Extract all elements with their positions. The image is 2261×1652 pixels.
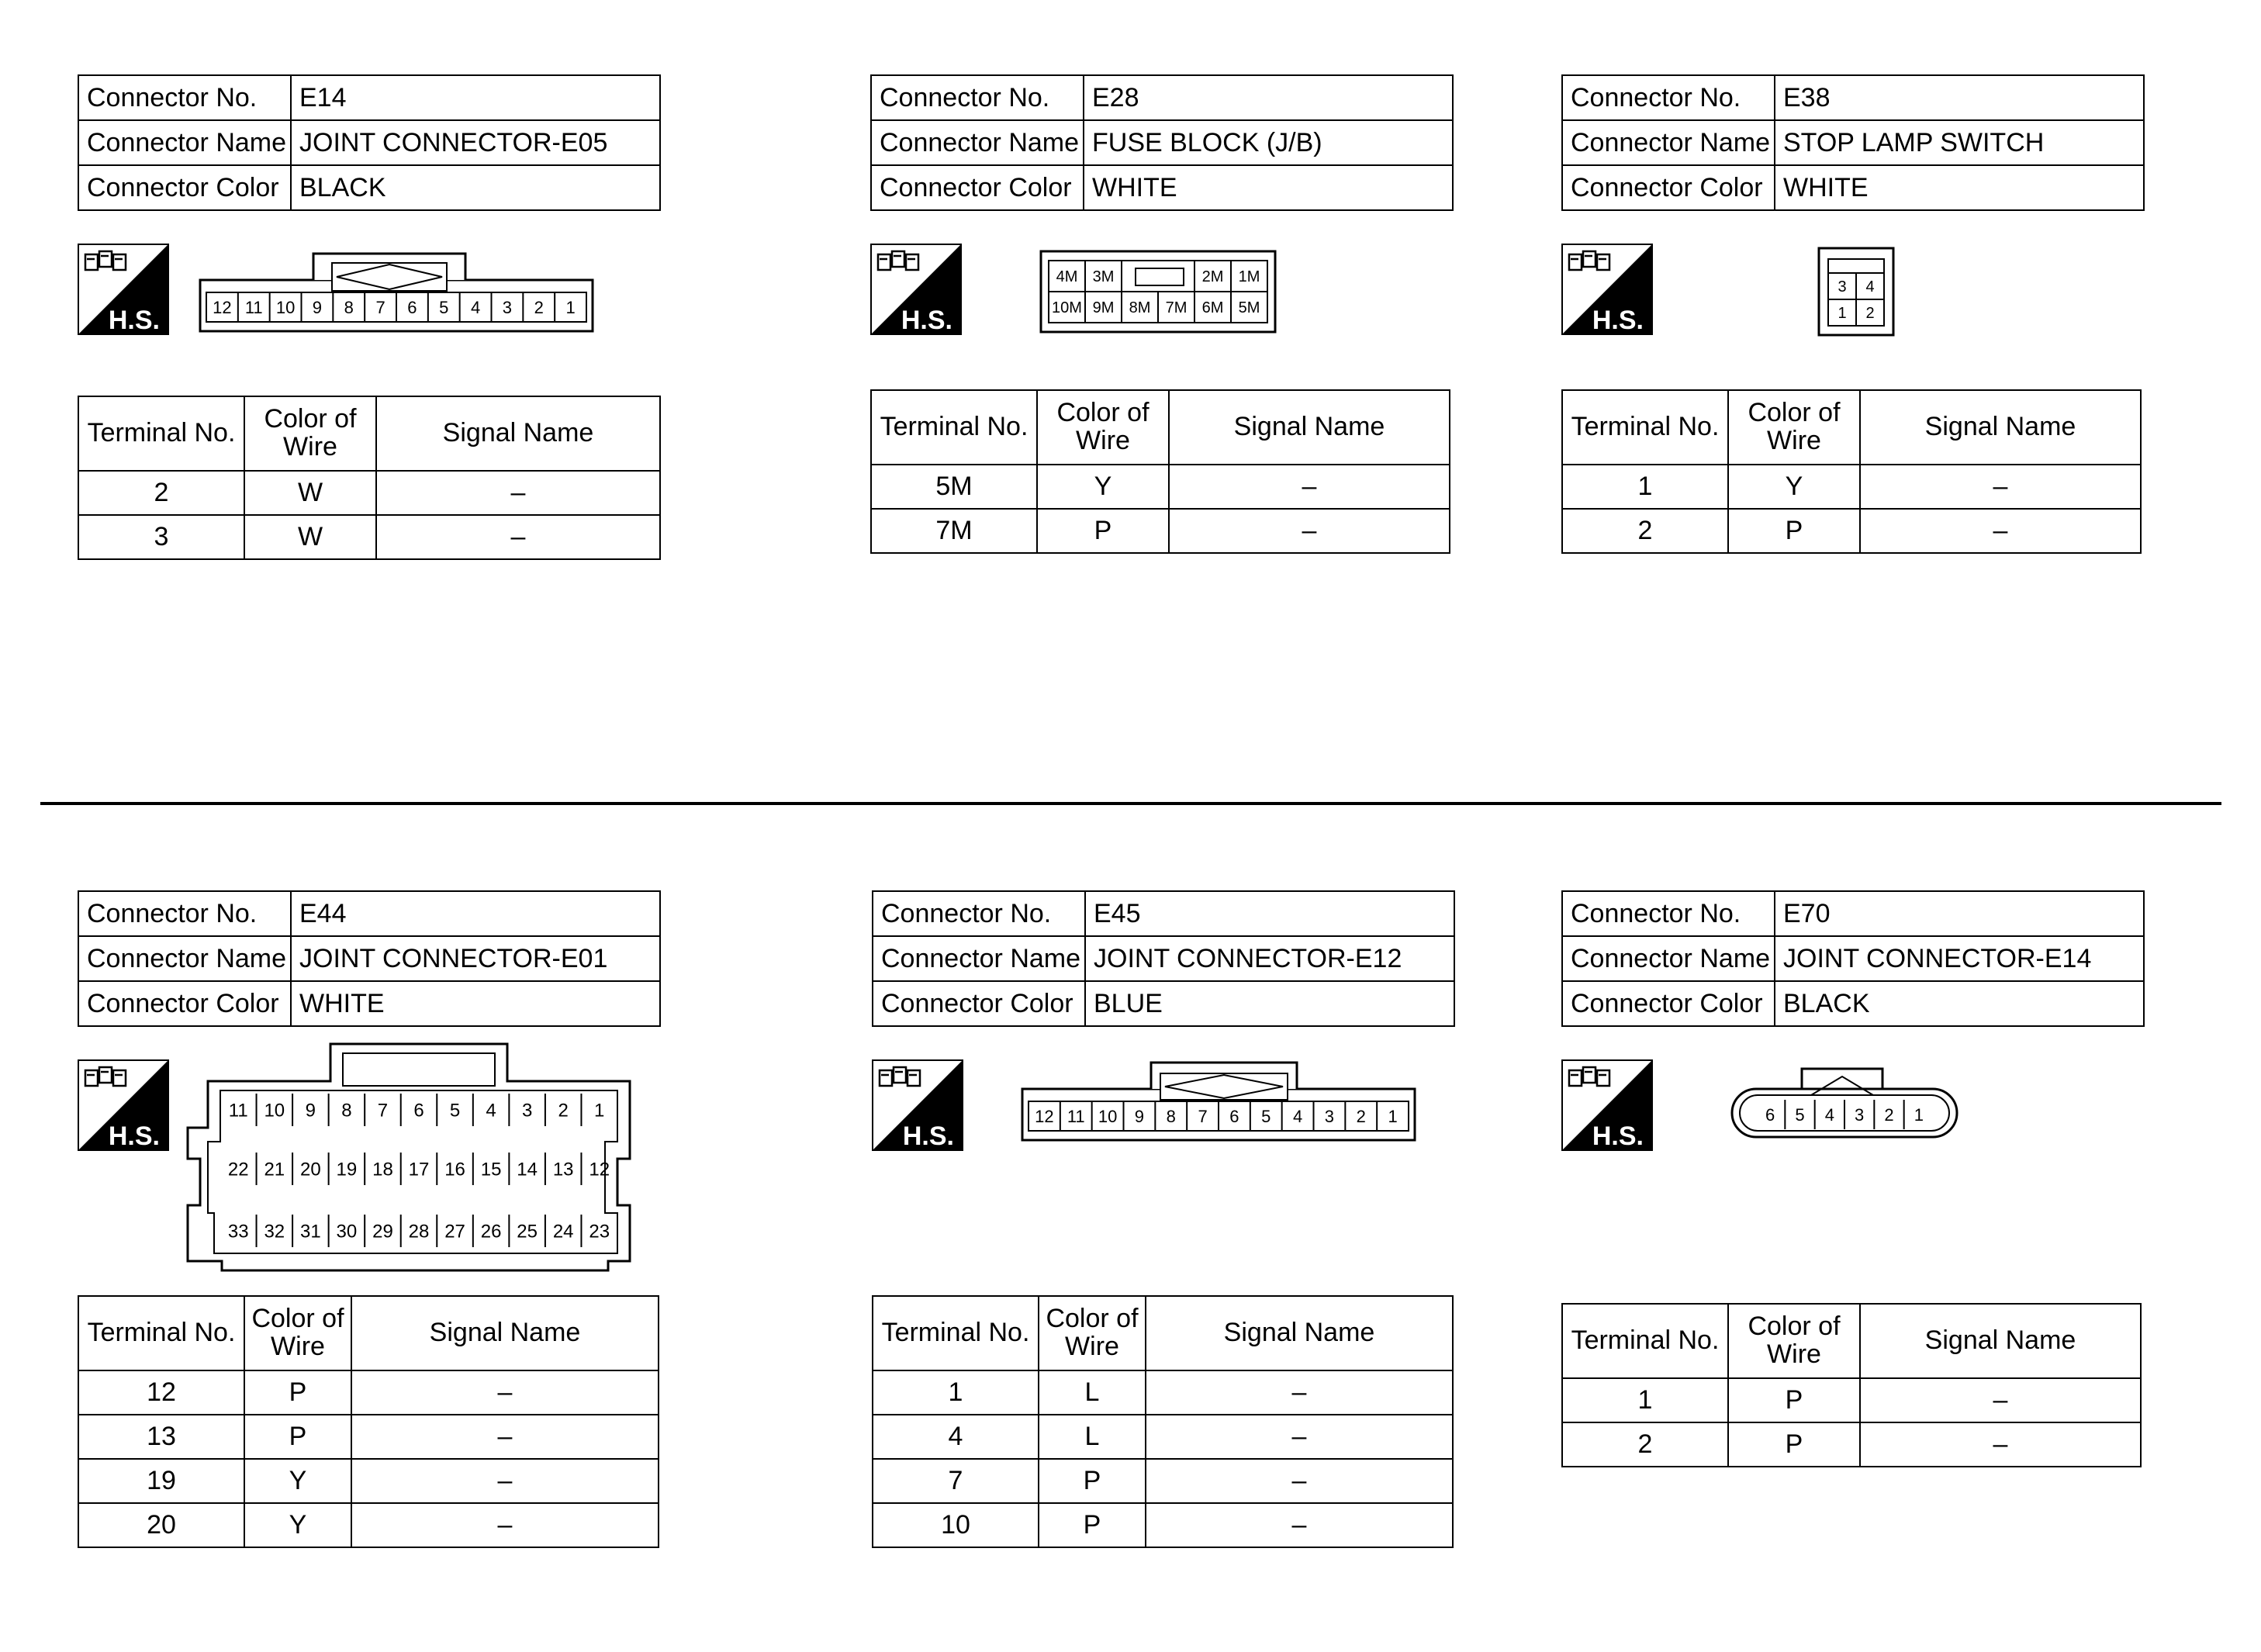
connector-face-e45 bbox=[1021, 1058, 1416, 1143]
harness-side-icon bbox=[1561, 244, 1653, 335]
table-row: 13 P – bbox=[78, 1415, 659, 1459]
connector-color-label: Connector Color bbox=[871, 165, 1084, 210]
hs-label: H.S. bbox=[1592, 1121, 1644, 1151]
pin-label: 4M bbox=[1056, 268, 1078, 286]
pin-label: 10 bbox=[1098, 1106, 1118, 1126]
connector-block-e28 bbox=[870, 74, 1454, 545]
connector-no-label: Connector No. bbox=[873, 891, 1085, 936]
connector-no-label: Connector No. bbox=[1562, 75, 1775, 120]
connector-no-label: Connector No. bbox=[78, 891, 291, 936]
connector-name-value: JOINT CONNECTOR-E05 bbox=[291, 120, 660, 165]
pin-label: 22 bbox=[227, 1159, 249, 1180]
pin-label: 2 bbox=[1865, 305, 1875, 323]
connector-face-e14 bbox=[199, 249, 594, 334]
pin-label: 3 bbox=[502, 297, 513, 317]
connector-name-value: FUSE BLOCK (J/B) bbox=[1084, 120, 1453, 165]
pin-label: 32 bbox=[264, 1221, 285, 1242]
hs-label: H.S. bbox=[108, 1121, 160, 1151]
connector-face-e28 bbox=[1039, 250, 1277, 335]
table-row: 4 L – bbox=[873, 1415, 1453, 1459]
pin-label: 6M bbox=[1201, 299, 1224, 317]
connector-name-label: Connector Name bbox=[1562, 936, 1775, 981]
connector-block-e38 bbox=[1561, 74, 2145, 545]
pin-label: 4 bbox=[486, 1100, 496, 1121]
pin-label: 6 bbox=[1765, 1104, 1775, 1125]
connector-color-value: BLACK bbox=[1775, 981, 2144, 1026]
hs-label: H.S. bbox=[1592, 306, 1644, 335]
table-row: 12 P – bbox=[78, 1370, 659, 1415]
pin-label: 29 bbox=[372, 1221, 393, 1242]
pin-label: 8 bbox=[344, 297, 354, 317]
hs-label: H.S. bbox=[108, 306, 160, 335]
pin-label: 7 bbox=[377, 1100, 389, 1121]
terminal-no-header: Terminal No. bbox=[78, 1296, 244, 1370]
connector-color-label: Connector Color bbox=[78, 165, 291, 210]
connector-name-value: JOINT CONNECTOR-E12 bbox=[1085, 936, 1454, 981]
connector-no-value: E28 bbox=[1084, 75, 1453, 120]
connector-info-table bbox=[870, 74, 1454, 211]
pin-label: 10 bbox=[264, 1100, 285, 1121]
hs-label: H.S. bbox=[901, 306, 952, 335]
connector-color-label: Connector Color bbox=[78, 981, 291, 1026]
terminal-no-header: Terminal No. bbox=[78, 396, 244, 471]
connector-block-e45 bbox=[872, 890, 1455, 1540]
table-row: 7M P – bbox=[871, 509, 1450, 553]
pin-label: 10M bbox=[1052, 299, 1082, 317]
connector-face-e38 bbox=[1817, 247, 1895, 337]
harness-side-icon bbox=[1561, 1059, 1653, 1151]
connector-name-value: JOINT CONNECTOR-E14 bbox=[1775, 936, 2144, 981]
terminal-table bbox=[872, 1295, 1454, 1548]
pin-label: 2 bbox=[1356, 1106, 1366, 1126]
pin-label: 28 bbox=[408, 1221, 430, 1242]
pin-label: 12 bbox=[213, 297, 232, 317]
pin-label: 7M bbox=[1165, 299, 1188, 317]
wire-color-header: Color of Wire bbox=[1037, 390, 1169, 465]
table-row: 3 W – bbox=[78, 515, 660, 559]
pin-label: 2 bbox=[558, 1100, 569, 1121]
connector-name-label: Connector Name bbox=[78, 120, 291, 165]
signal-name-header: Signal Name bbox=[1169, 390, 1450, 465]
terminal-table bbox=[78, 1295, 659, 1548]
table-row: 10 P – bbox=[873, 1503, 1453, 1547]
connector-no-value: E38 bbox=[1775, 75, 2144, 120]
connector-info-table bbox=[78, 890, 661, 1027]
pin-label: 3 bbox=[1324, 1106, 1335, 1126]
connector-info-table bbox=[1561, 890, 2145, 1027]
pin-label: 1 bbox=[594, 1100, 605, 1121]
connector-color-value: BLACK bbox=[291, 165, 660, 210]
pin-label: 3 bbox=[1855, 1104, 1865, 1125]
pin-label: 9 bbox=[312, 297, 323, 317]
connector-face-e44 bbox=[186, 1042, 636, 1272]
connector-no-value: E14 bbox=[291, 75, 660, 120]
connector-no-value: E70 bbox=[1775, 891, 2144, 936]
connector-info-table bbox=[78, 74, 661, 211]
connector-name-value: STOP LAMP SWITCH bbox=[1775, 120, 2144, 165]
terminal-table bbox=[78, 396, 661, 560]
pin-label: 1 bbox=[1914, 1104, 1924, 1125]
harness-side-icon bbox=[78, 244, 169, 335]
signal-name-header: Signal Name bbox=[376, 396, 660, 471]
connector-face-e70 bbox=[1730, 1063, 1958, 1140]
pin-label: 4 bbox=[470, 297, 481, 317]
connector-name-label: Connector Name bbox=[873, 936, 1085, 981]
harness-side-icon bbox=[872, 1059, 963, 1151]
table-row: 19 Y – bbox=[78, 1459, 659, 1503]
connector-block-e70 bbox=[1561, 890, 2145, 1459]
pin-label: 12 bbox=[1035, 1106, 1054, 1126]
pin-label: 1M bbox=[1238, 268, 1260, 286]
table-row: 1 L – bbox=[873, 1370, 1453, 1415]
pin-label: 6 bbox=[1229, 1106, 1239, 1126]
pin-label: 9M bbox=[1092, 299, 1115, 317]
wire-color-header: Color of Wire bbox=[1039, 1296, 1146, 1370]
signal-name-header: Signal Name bbox=[1860, 390, 2141, 465]
signal-name-header: Signal Name bbox=[1860, 1304, 2141, 1378]
pin-label: 11 bbox=[228, 1100, 248, 1121]
wire-color-header: Color of Wire bbox=[244, 396, 376, 471]
signal-name-header: Signal Name bbox=[351, 1296, 659, 1370]
pin-label: 4 bbox=[1865, 278, 1875, 296]
pin-label: 13 bbox=[552, 1159, 574, 1180]
pin-label: 1 bbox=[565, 297, 576, 317]
connector-name-value: JOINT CONNECTOR-E01 bbox=[291, 936, 660, 981]
pin-label: 19 bbox=[336, 1159, 358, 1180]
table-row: 5M Y – bbox=[871, 465, 1450, 509]
pin-label: 4 bbox=[1292, 1106, 1303, 1126]
connector-name-label: Connector Name bbox=[871, 120, 1084, 165]
connector-color-value: WHITE bbox=[291, 981, 660, 1026]
pin-label: 3 bbox=[1837, 278, 1847, 296]
pin-label: 6 bbox=[407, 297, 417, 317]
terminal-no-header: Terminal No. bbox=[873, 1296, 1039, 1370]
table-row: 7 P – bbox=[873, 1459, 1453, 1503]
table-row: 2 W – bbox=[78, 471, 660, 515]
pin-label: 23 bbox=[589, 1221, 610, 1242]
pin-label: 12 bbox=[589, 1159, 610, 1180]
pin-label: 27 bbox=[444, 1221, 465, 1242]
pin-label: 16 bbox=[444, 1159, 465, 1180]
connector-name-label: Connector Name bbox=[1562, 120, 1775, 165]
terminal-table bbox=[1561, 389, 2142, 554]
pin-label: 5M bbox=[1238, 299, 1260, 317]
pin-label: 20 bbox=[300, 1159, 321, 1180]
pin-label: 33 bbox=[227, 1221, 249, 1242]
pin-label: 15 bbox=[480, 1159, 502, 1180]
pin-label: 14 bbox=[517, 1159, 538, 1180]
terminal-table bbox=[870, 389, 1450, 554]
pin-label: 1 bbox=[1837, 305, 1847, 323]
connector-no-label: Connector No. bbox=[1562, 891, 1775, 936]
pin-label: 31 bbox=[300, 1221, 321, 1242]
pin-label: 30 bbox=[336, 1221, 358, 1242]
table-row: 20 Y – bbox=[78, 1503, 659, 1547]
pin-label: 24 bbox=[552, 1221, 574, 1242]
pin-label: 8 bbox=[341, 1100, 352, 1121]
pin-label: 4 bbox=[1824, 1104, 1834, 1125]
pin-label: 5 bbox=[1795, 1104, 1805, 1125]
pin-label: 17 bbox=[408, 1159, 430, 1180]
pin-label: 5 bbox=[1261, 1106, 1271, 1126]
connector-color-label: Connector Color bbox=[873, 981, 1085, 1026]
pin-label: 7 bbox=[1198, 1106, 1208, 1126]
pin-label: 21 bbox=[264, 1159, 285, 1180]
pin-label: 18 bbox=[372, 1159, 393, 1180]
pin-label: 1 bbox=[1388, 1106, 1398, 1126]
connector-no-label: Connector No. bbox=[78, 75, 291, 120]
wire-color-header: Color of Wire bbox=[1728, 1304, 1860, 1378]
section-divider bbox=[40, 802, 2221, 805]
pin-label: 7 bbox=[375, 297, 385, 317]
pin-label: 11 bbox=[244, 297, 263, 317]
wire-color-header: Color of Wire bbox=[1728, 390, 1860, 465]
pin-label: 11 bbox=[1067, 1106, 1085, 1126]
connector-no-value: E44 bbox=[291, 891, 660, 936]
connector-color-label: Connector Color bbox=[1562, 165, 1775, 210]
pin-label: 8 bbox=[1166, 1106, 1176, 1126]
connector-block-e14 bbox=[78, 74, 661, 551]
terminal-no-header: Terminal No. bbox=[871, 390, 1037, 465]
harness-side-icon bbox=[78, 1059, 169, 1151]
table-row: 1 Y – bbox=[1562, 465, 2141, 509]
pin-label: 25 bbox=[517, 1221, 538, 1242]
connector-color-value: BLUE bbox=[1085, 981, 1454, 1026]
connector-color-label: Connector Color bbox=[1562, 981, 1775, 1026]
pin-label: 26 bbox=[480, 1221, 502, 1242]
pin-label: 3M bbox=[1092, 268, 1115, 286]
pin-label: 6 bbox=[413, 1100, 424, 1121]
pin-label: 2M bbox=[1201, 268, 1224, 286]
connector-no-label: Connector No. bbox=[871, 75, 1084, 120]
terminal-table bbox=[1561, 1303, 2142, 1467]
table-row: 2 P – bbox=[1562, 1422, 2141, 1467]
harness-side-icon bbox=[870, 244, 962, 335]
connector-info-table bbox=[1561, 74, 2145, 211]
signal-name-header: Signal Name bbox=[1146, 1296, 1453, 1370]
wire-color-header: Color of Wire bbox=[244, 1296, 351, 1370]
hs-label: H.S. bbox=[902, 1121, 954, 1151]
connector-info-table bbox=[872, 890, 1455, 1027]
connector-color-value: WHITE bbox=[1775, 165, 2144, 210]
pin-label: 5 bbox=[449, 1100, 461, 1121]
pin-label: 8M bbox=[1129, 299, 1151, 317]
table-row: 2 P – bbox=[1562, 509, 2141, 553]
connector-color-value: WHITE bbox=[1084, 165, 1453, 210]
pin-label: 10 bbox=[275, 297, 296, 317]
pin-label: 9 bbox=[1134, 1106, 1145, 1126]
table-row: 1 P – bbox=[1562, 1378, 2141, 1422]
terminal-no-header: Terminal No. bbox=[1562, 390, 1728, 465]
pin-label: 2 bbox=[534, 297, 544, 317]
pin-label: 5 bbox=[439, 297, 449, 317]
pin-label: 3 bbox=[521, 1100, 533, 1121]
pin-label: 9 bbox=[305, 1100, 316, 1121]
connector-no-value: E45 bbox=[1085, 891, 1454, 936]
pin-label: 2 bbox=[1884, 1104, 1894, 1125]
connector-name-label: Connector Name bbox=[78, 936, 291, 981]
terminal-no-header: Terminal No. bbox=[1562, 1304, 1728, 1378]
connector-block-e44 bbox=[78, 890, 661, 1540]
